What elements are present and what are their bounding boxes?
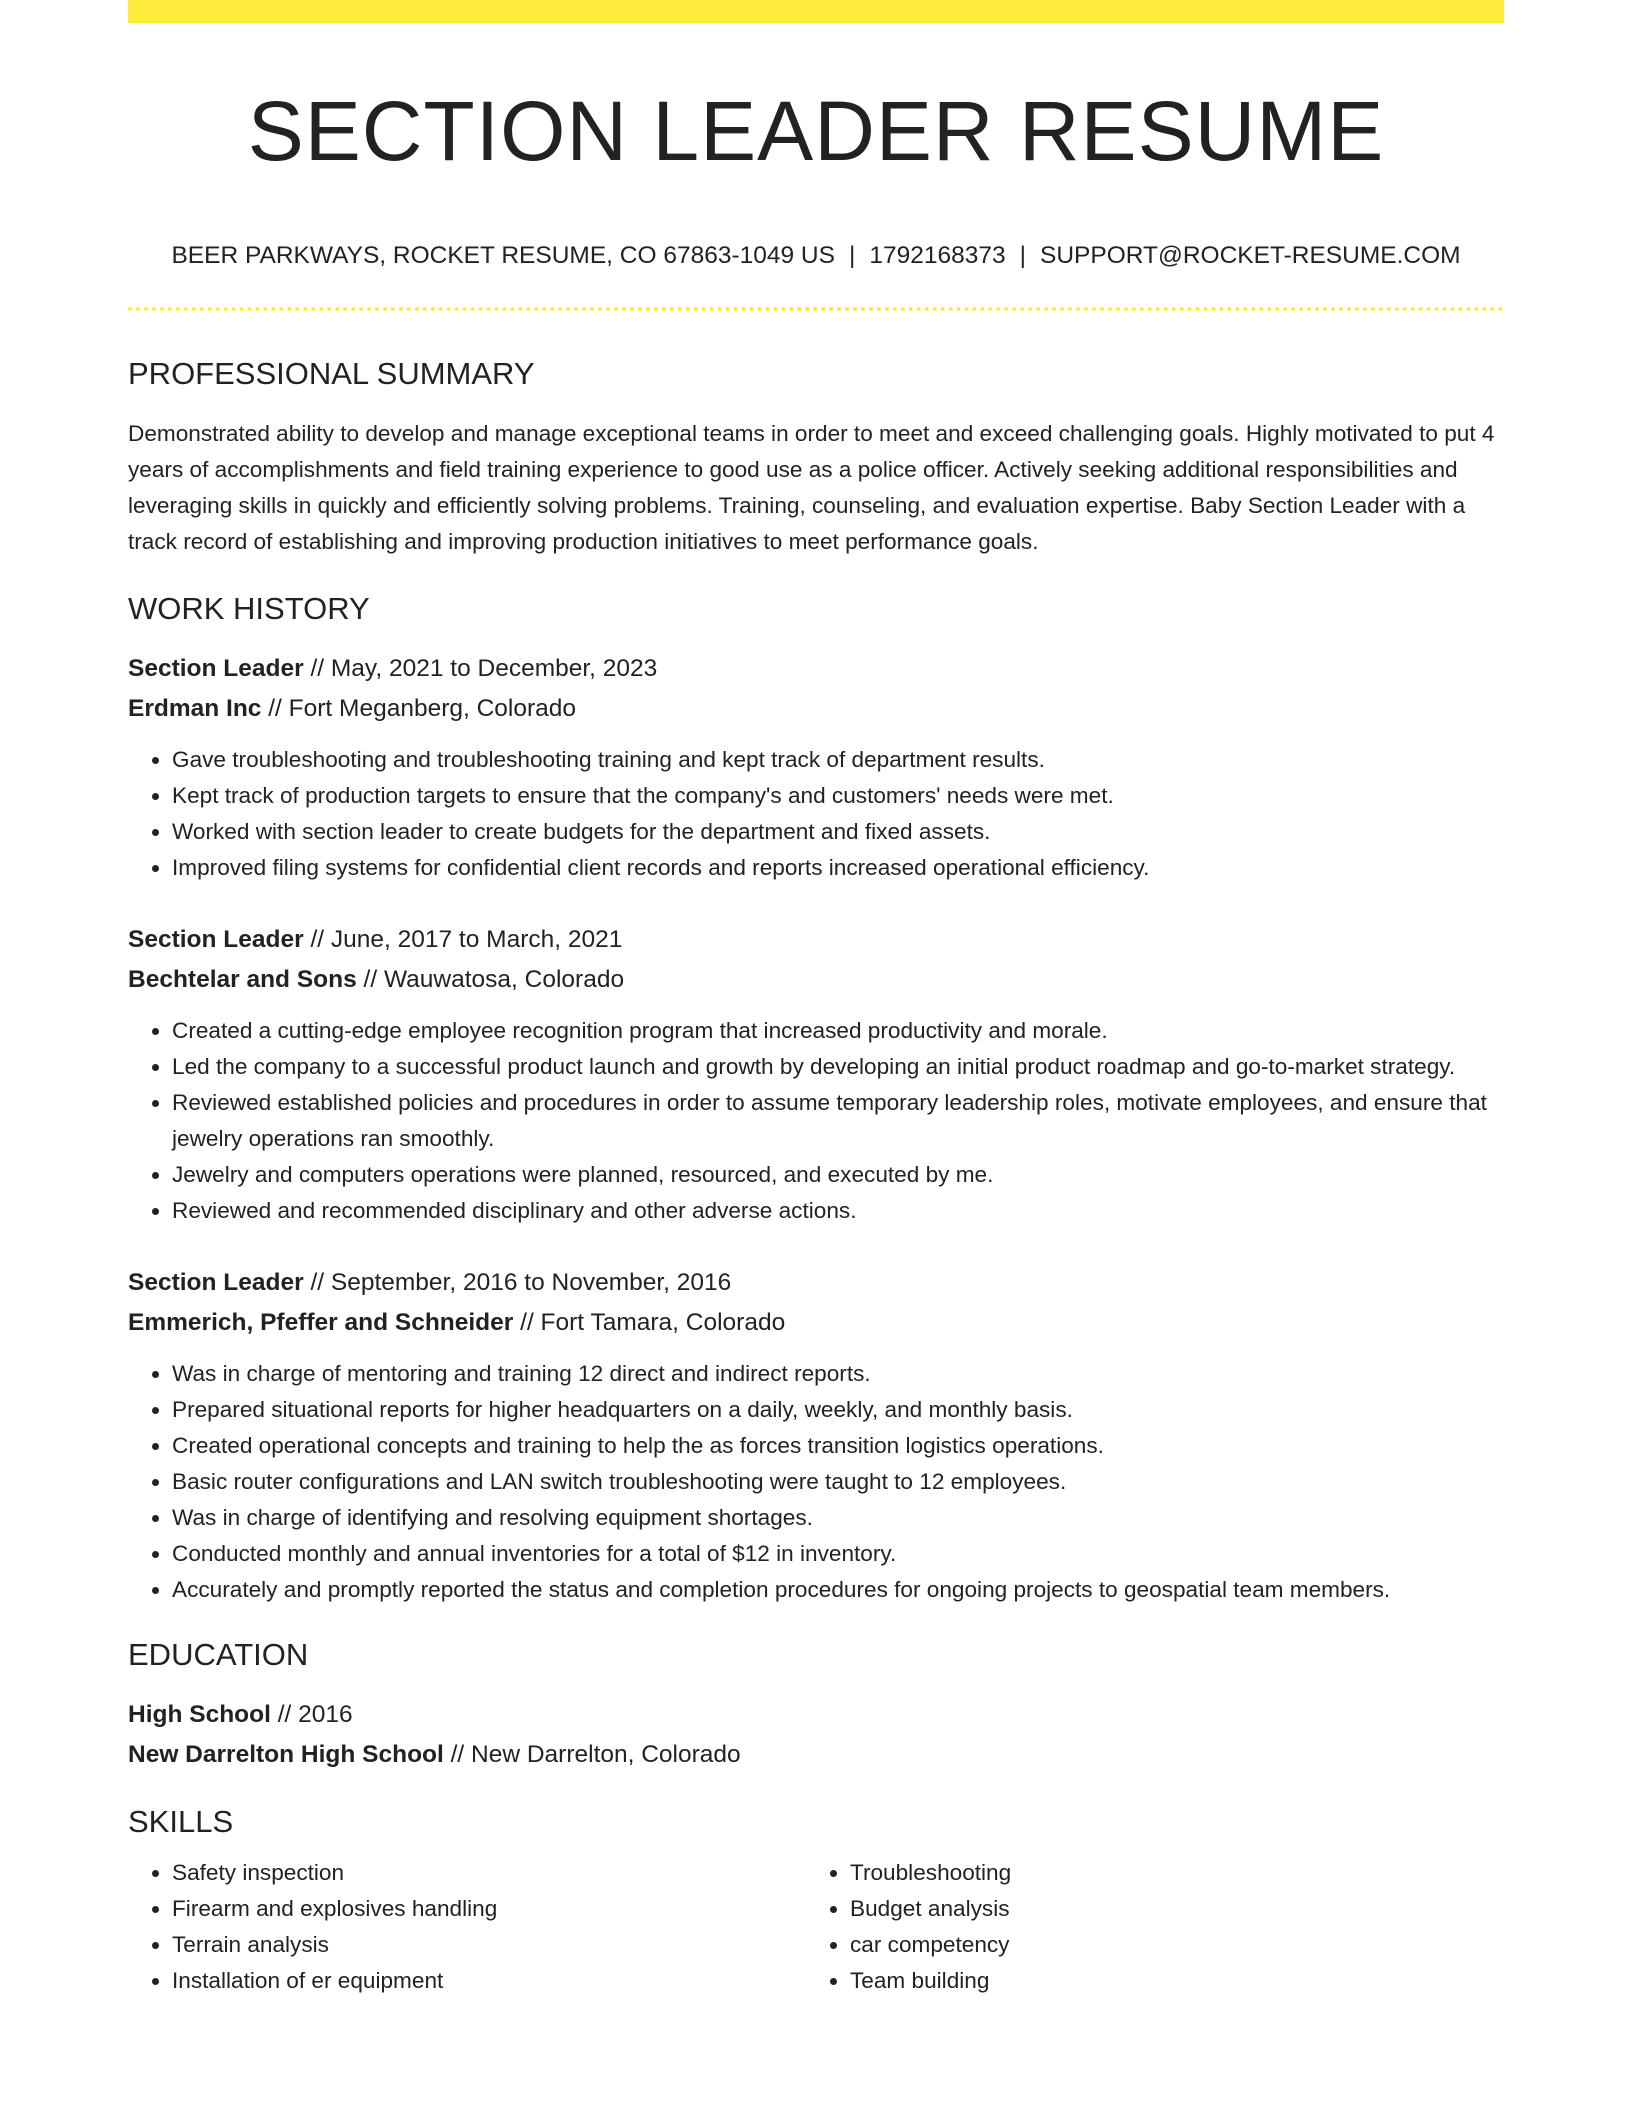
job-bullet: • Prepared situational reports for higher headquarters on a daily, weekly, and monthly basis. [172,1392,1504,1428]
page-title: SECTION LEADER RESUME [247,84,1385,178]
job-bullet: • Was in charge of mentoring and training 12 direct and indirect reports. [172,1356,1504,1392]
job-bullet: • Was in charge of identifying and resolving equipment shortages. [172,1500,1504,1536]
job-entry [128,920,1504,1229]
education-year: // 2016 [270,1701,353,1729]
job-company-line [128,960,1504,1000]
skills-columns [128,1855,1504,1999]
job-title: Section Leader [128,1269,304,1297]
job-title: Section Leader [128,926,304,954]
skill-item: • Budget analysis [850,1891,1484,1927]
contact-phone: 1792168373 [869,242,1006,270]
skills-list-right [806,1855,1484,1999]
job-bullets [128,1356,1504,1608]
job-company-line [128,689,1504,729]
education-degree: High School [128,1701,271,1729]
skill-item: • Safety inspection [172,1855,806,1891]
job-dates: // September, 2016 to November, 2016 [303,1269,732,1297]
education-degree-line [128,1695,1504,1735]
job-location: // Fort Tamara, Colorado [513,1309,786,1337]
job-dates: // May, 2021 to December, 2023 [303,655,658,683]
job-bullet: • Led the company to a successful product launch and growth by developing an initial product roadmap and go-to-market strategy. [172,1049,1504,1085]
contact-line [128,241,1504,270]
job-company: Erdman Inc [128,695,262,723]
education-school: New Darrelton High School [128,1741,444,1769]
skill-item: • Installation of er equipment [172,1963,806,1999]
contact-address: BEER PARKWAYS, ROCKET RESUME, CO 67863-1049 US [171,242,835,270]
job-bullet: • Created a cutting-edge employee recognition program that increased productivity and morale. [172,1013,1504,1049]
skills-heading: SKILLS [128,1804,234,1840]
education-entry [128,1695,1504,1775]
job-bullet: • Reviewed and recommended disciplinary and other adverse actions. [172,1193,1504,1229]
job-title: Section Leader [128,655,304,683]
accent-top-bar [128,0,1504,23]
education-heading: EDUCATION [128,1637,309,1673]
job-bullet: • Conducted monthly and annual inventories for a total of $12 in inventory. [172,1536,1504,1572]
education-location: // New Darrelton, Colorado [443,1741,741,1769]
job-bullets [128,742,1504,886]
summary-heading: PROFESSIONAL SUMMARY [128,355,535,391]
job-bullet: • Kept track of production targets to ensure that the company's and customers' needs were met. [172,778,1504,814]
skill-item: • Troubleshooting [850,1855,1484,1891]
job-location: // Fort Meganberg, Colorado [261,695,577,723]
job-title-line [128,1263,1504,1303]
education-school-line [128,1735,1504,1775]
job-company: Bechtelar and Sons [128,966,357,994]
job-bullet: • Improved filing systems for confidential client records and reports increased operational efficiency. [172,850,1504,886]
dotted-divider [128,307,1504,311]
job-bullet: • Worked with section leader to create budgets for the department and fixed assets. [172,814,1504,850]
contact-email: SUPPORT@ROCKET-RESUME.COM [1040,242,1461,270]
work-history-heading: WORK HISTORY [128,590,370,626]
job-location: // Wauwatosa, Colorado [356,966,625,994]
job-entry [128,1263,1504,1608]
job-entry [128,649,1504,886]
contact-separator: | [848,242,856,270]
job-bullet: • Gave troubleshooting and troubleshooting training and kept track of department results. [172,742,1504,778]
job-company-line [128,1303,1504,1343]
job-bullet: • Jewelry and computers operations were planned, resourced, and executed by me. [172,1157,1504,1193]
resume-page [128,0,1504,1999]
job-dates: // June, 2017 to March, 2021 [303,926,623,954]
skill-item: • Terrain analysis [172,1927,806,1963]
skill-item: • car competency [850,1927,1484,1963]
skill-item: • Team building [850,1963,1484,1999]
job-title-line [128,649,1504,689]
job-bullet: • Accurately and promptly reported the status and completion procedures for ongoing projects to geospatial team members. [172,1572,1504,1608]
job-bullet: • Created operational concepts and training to help the as forces transition logistics operations. [172,1428,1504,1464]
job-bullets [128,1013,1504,1229]
summary-text: Demonstrated ability to develop and manage exceptional teams in order to meet and exceed challenging goals. Highly motivated to put 4 years of accomplishments and field training experience to good use as a police officer. Actively seeking additional responsibilities and leveraging skills in quickly and efficiently solving problems. Training, counseling, and evaluation expertise. Baby Section Leader with a track record of establishing and improving production initiatives to meet performance goals. [128,420,1495,554]
job-bullet: • Basic router configurations and LAN switch troubleshooting were taught to 12 employees. [172,1464,1504,1500]
job-title-line [128,920,1504,960]
contact-separator: | [1019,242,1026,270]
job-bullet: • Reviewed established policies and procedures in order to assume temporary leadership roles, motivate employees, and ensure that jewelry operations ran smoothly. [172,1085,1504,1157]
job-company: Emmerich, Pfeffer and Schneider [128,1309,514,1337]
skill-item: • Firearm and explosives handling [172,1891,806,1927]
skills-list-left [128,1855,806,1999]
